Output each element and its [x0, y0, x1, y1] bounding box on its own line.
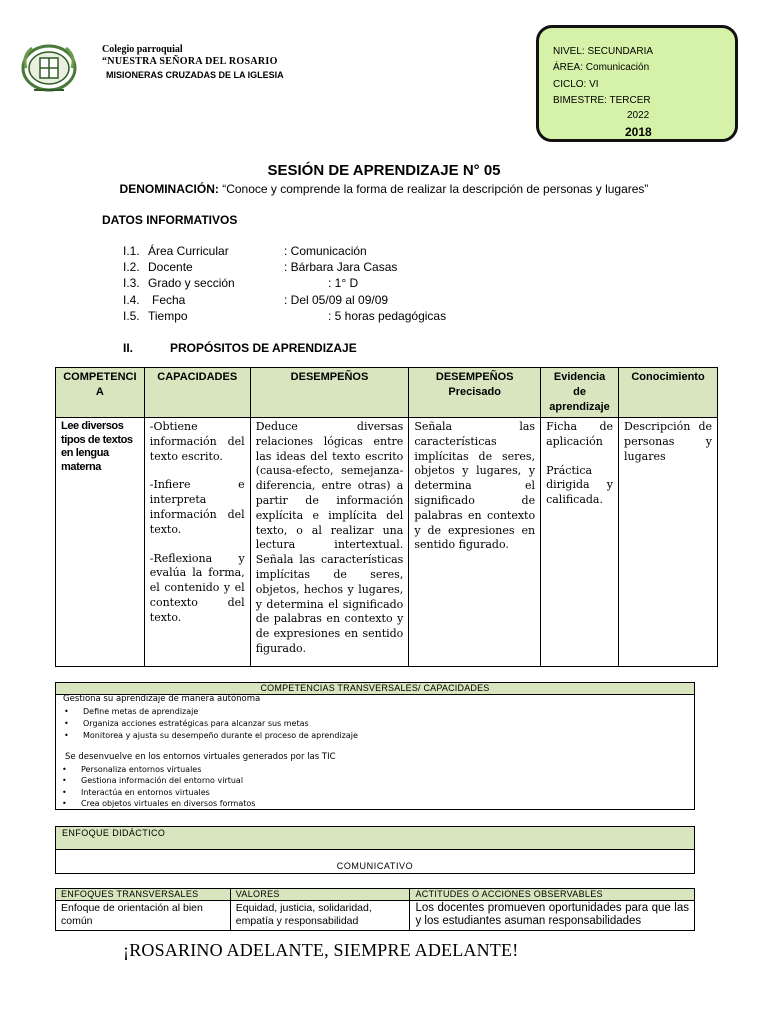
- transversales-header: COMPETENCIAS TRANSVERSALES/ CAPACIDADES: [56, 683, 694, 695]
- list-item: Interactúa en entornos virtuales: [81, 788, 210, 797]
- dato-value: : 1° D: [328, 276, 359, 290]
- col-header-competencia: COMPETENCIA: [56, 368, 145, 418]
- capacidad-item: -Infiere e interpreta información del texto.: [149, 478, 245, 536]
- col-header-desempenos: DESEMPEÑOS: [250, 368, 409, 418]
- col-header-precisado: DESEMPEÑOS Precisado: [409, 368, 541, 418]
- year-small: 2022: [627, 110, 650, 121]
- dato-label: Área Curricular: [148, 244, 229, 258]
- col-header-valores: VALORES: [230, 889, 410, 901]
- bullet-icon: •: [62, 776, 67, 785]
- year-big: 2018: [625, 125, 652, 139]
- dato-num: I.4.: [123, 293, 140, 307]
- dato-label: Tiempo: [148, 309, 188, 323]
- evidencia-item: Ficha de aplicación: [546, 420, 614, 448]
- table-row: [56, 901, 695, 931]
- school-order: MISIONERAS CRUZADAS DE LA IGLESIA: [106, 70, 284, 80]
- area-label: ÁREA: Comunicación: [553, 62, 650, 73]
- dato-value: : 5 horas pedagógicas: [328, 309, 447, 323]
- col-header-evidencia: Evidencia de aprendizaje: [541, 368, 619, 418]
- dato-num: I.1.: [123, 244, 140, 258]
- dato-value: : Bárbara Jara Casas: [284, 260, 398, 274]
- nivel-label: NIVEL: SECUNDARIA: [553, 46, 654, 57]
- table-header-row: [56, 889, 695, 901]
- table-row: [56, 418, 718, 667]
- list-item: Define metas de aprendizaje: [83, 707, 199, 716]
- competencia-cell: Lee diversos tipos de textos en lengua materna: [56, 418, 145, 667]
- enfoque-cell: Enfoque de orientación al bien común: [56, 901, 231, 931]
- enfoques-table: [55, 888, 695, 931]
- bullet-icon: •: [62, 765, 67, 774]
- school-name: “NUESTRA SEÑORA DEL ROSARIO: [102, 56, 278, 67]
- table-header-row: [56, 368, 718, 418]
- actitudes-cell: Los docentes promueven oportunidades para que las y los estudiantes asuman responsabilidades: [410, 901, 695, 931]
- bullet-icon: •: [62, 788, 67, 797]
- group-title: Gestiona su aprendizaje de manera autónoma: [63, 694, 261, 704]
- school-type: Colegio parroquial: [102, 44, 183, 55]
- group-title: Se desenvuelve en los entornos virtuales generados por las TIC: [65, 752, 336, 762]
- col-header-conocimiento: Conocimiento: [619, 368, 718, 418]
- list-item: Monitorea y ajusta su desempeño durante el proceso de aprendizaje: [83, 731, 358, 740]
- evidencia-item: Práctica dirigida y calificada.: [546, 463, 614, 507]
- dato-num: I.5.: [123, 309, 140, 323]
- dato-label: Grado y sección: [148, 276, 235, 290]
- bullet-icon: •: [64, 731, 69, 740]
- competencias-transversales-box: [55, 682, 695, 810]
- list-item: Gestiona información del entorno virtual: [81, 776, 244, 785]
- dato-label: Docente: [148, 260, 193, 274]
- denominacion-text: “Conoce y comprende la forma de realizar la descripción de personas y lugares”: [222, 182, 649, 196]
- list-item: Crea objetos virtuales en diversos formatos: [81, 799, 256, 808]
- capacidad-item: -Reflexiona y evalúa la forma, el contenido y el contexto del texto.: [149, 551, 245, 624]
- precisado-cell: Señala las características implícitas de seres, objetos y lugares, y determina el significado de palabras en contexto y de expresiones en sentido figurado.: [409, 418, 541, 667]
- datos-heading: DATOS INFORMATIVOS: [102, 213, 238, 227]
- col-header-capacidades: CAPACIDADES: [144, 368, 250, 418]
- list-item: Personaliza entornos virtuales: [81, 765, 202, 774]
- propositos-num: II.: [123, 341, 134, 355]
- conocimiento-cell: Descripción de personas y lugares: [619, 418, 718, 667]
- bullet-icon: •: [62, 799, 67, 808]
- enfoque-didactico-header: ENFOQUE DIDÁCTICO: [56, 827, 694, 850]
- bullet-icon: •: [64, 719, 69, 728]
- ciclo-label: CICLO: VI: [553, 79, 599, 90]
- bimestre-label: BIMESTRE: TERCER: [553, 95, 651, 106]
- dato-value: : Del 05/09 al 09/09: [284, 293, 389, 307]
- list-item: Organiza acciones estratégicas para alcanzar sus metas: [83, 719, 309, 728]
- dato-value: : Comunicación: [284, 244, 367, 258]
- enfoque-didactico-box: [55, 826, 695, 874]
- page-title: SESIÓN DE APRENDIZAJE N° 05: [267, 162, 501, 179]
- school-crest-logo: [20, 38, 78, 96]
- col-header-actitudes: ACTITUDES O ACCIONES OBSERVABLES: [410, 889, 695, 901]
- desempenos-cell: Deduce diversas relaciones lógicas entre las ideas del texto escrito (causa-efecto, semejanza-diferencia, entre otras) a partir de información explícita e implícita del texto, o al realizar una lectura intertextual. Señala las características implícitas de seres, objetos, hechos y lugares, y determina el significado de palabras en contexto y de expresiones en sentido figurado.: [250, 418, 409, 667]
- school-motto: ¡ROSARINO ADELANTE, SIEMPRE ADELANTE!: [123, 940, 519, 960]
- denominacion-label: DENOMINACIÓN:: [119, 182, 219, 196]
- denominacion: [0, 182, 768, 196]
- propositos-heading: PROPÓSITOS DE APRENDIZAJE: [170, 341, 357, 355]
- valores-cell: Equidad, justicia, solidaridad, empatía y responsabilidad: [230, 901, 410, 931]
- enfoque-didactico-value: COMUNICATIVO: [336, 861, 414, 871]
- dato-num: I.2.: [123, 260, 140, 274]
- col-header-enfoques: ENFOQUES TRANSVERSALES: [56, 889, 231, 901]
- session-info-box: [536, 25, 738, 142]
- evidencia-cell: [541, 418, 619, 667]
- capacidad-item: -Obtiene información del texto escrito.: [149, 420, 245, 463]
- capacidades-cell: [144, 418, 250, 667]
- dato-num: I.3.: [123, 276, 140, 290]
- propositos-table: [55, 367, 718, 667]
- dato-label: Fecha: [152, 293, 186, 307]
- bullet-icon: •: [64, 707, 69, 716]
